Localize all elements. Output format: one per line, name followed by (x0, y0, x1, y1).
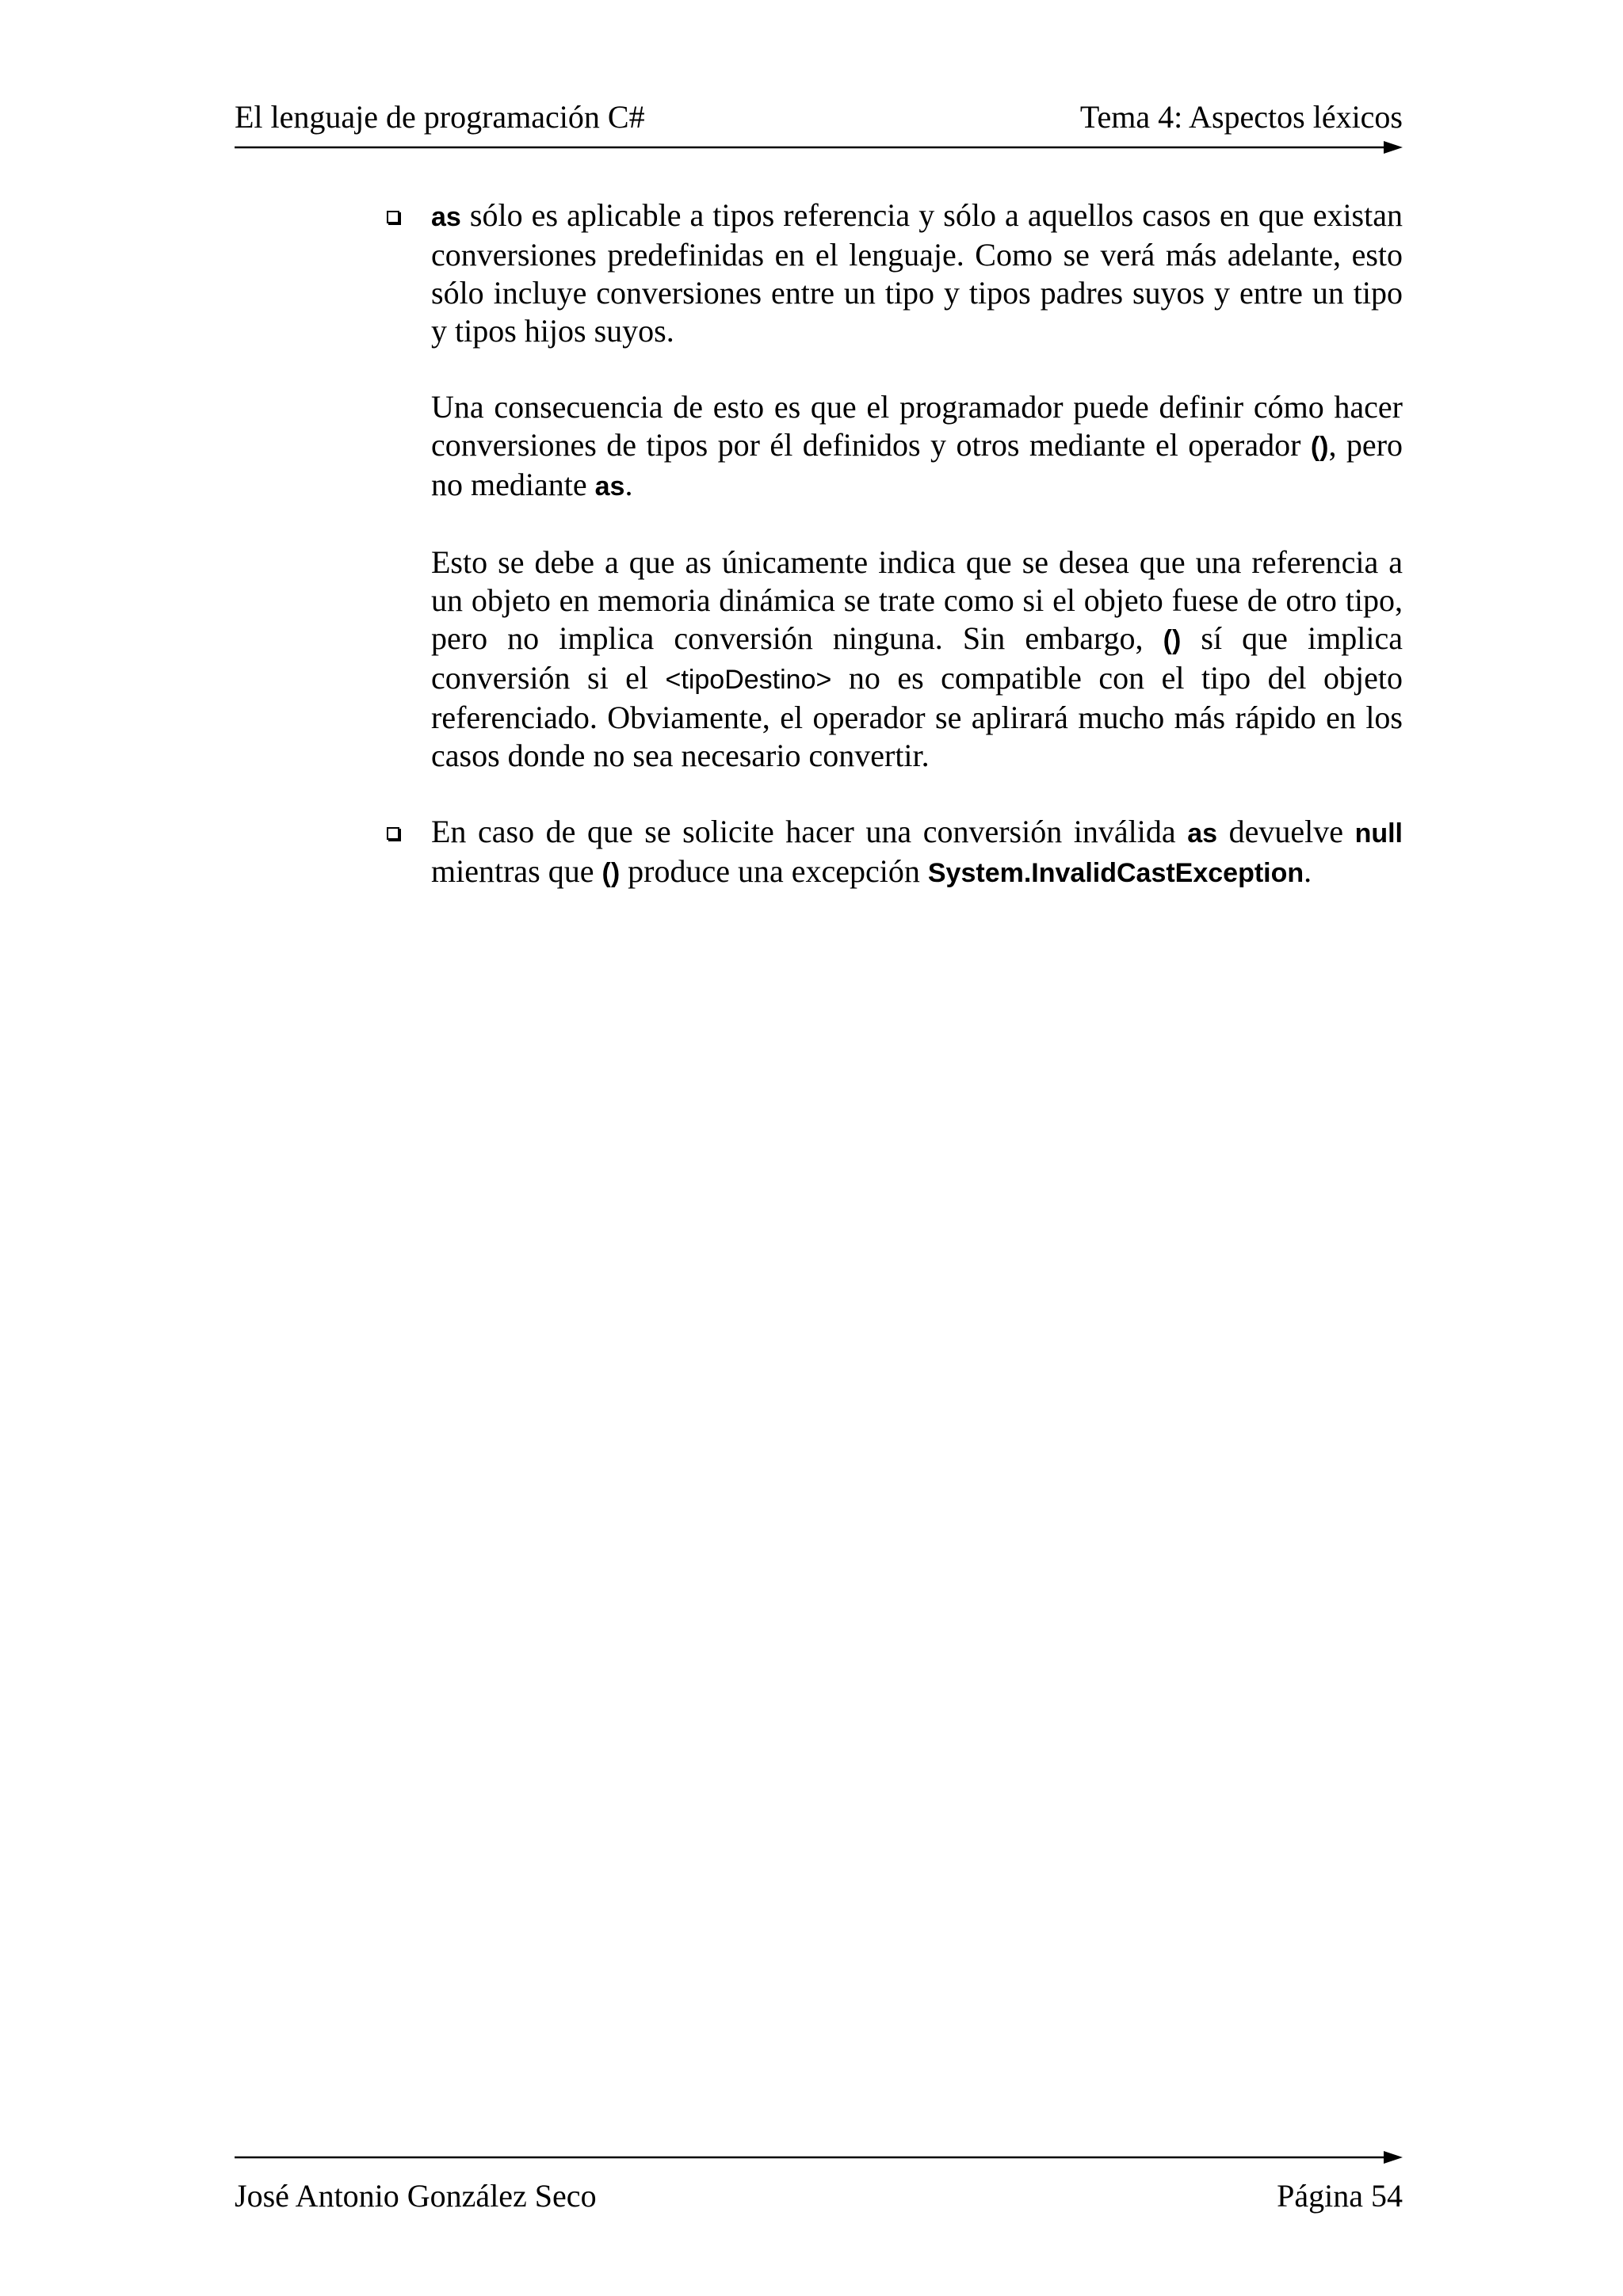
bullet-invalid-conversion (380, 813, 1403, 892)
code-keyword: () (1310, 432, 1329, 462)
header-arrow-rule (235, 139, 1403, 155)
paragraph-consequence (380, 388, 1403, 505)
code-exception-name: System.InvalidCastException (927, 858, 1304, 888)
code-keyword: () (601, 858, 621, 888)
footer-author: José Antonio González Seco (235, 2178, 597, 2214)
code-keyword: as (594, 471, 625, 502)
page-content (380, 196, 1403, 892)
paragraph-text: no es compatible con el tipo del objeto referenciado. Obviamente, el operador se aplirará mucho más rápido en los casos donde no sea necesario convertir. (431, 660, 1403, 773)
footer-arrow-rule (235, 2149, 1403, 2165)
bullet-text: En caso de que se solicite hacer una conversión inválida (431, 814, 1188, 849)
checkbox-bullet-icon (387, 211, 399, 223)
bullet-text: . (1304, 853, 1312, 889)
code-placeholder: <tipoDestino> (665, 665, 832, 695)
checkbox-bullet-icon (387, 827, 399, 840)
code-keyword: null (1354, 818, 1403, 849)
bullet-as-applicability (380, 196, 1403, 350)
page-header (235, 98, 1403, 136)
code-keyword: as (1187, 818, 1218, 849)
bullet-text: sólo es aplicable a tipos referencia y sólo a aquellos casos en que existan conversiones predefinidas en el lenguaje. Como se verá más adelante, esto sólo incluye conversiones entre un tipo y tipos padres suyos y entre un tipo y tipos hijos suyos. (431, 197, 1403, 349)
paragraph-text: . (624, 467, 633, 502)
bullet-text: produce una excepción (620, 853, 928, 889)
paragraph-text: , pero no mediante (431, 427, 1403, 502)
header-book-title: El lenguaje de programación C# (235, 99, 645, 135)
code-keyword: () (1163, 625, 1182, 655)
code-keyword: as (431, 202, 461, 232)
page-footer (235, 2177, 1403, 2215)
paragraph-text: Esto se debe a que as únicamente indica que se desea que una referencia a un objeto en memoria dinámica se trate como si el objeto fuese de otro tipo, pero no implica conversión ninguna. Sin embargo, (431, 544, 1403, 656)
paragraph-text: Una consecuencia de esto es que el programador puede definir cómo hacer conversiones de tipos por él definidos y otros mediante el operador (431, 389, 1403, 463)
bullet-text: devuelve (1217, 814, 1355, 849)
paragraph-text: sí que implica conversión si el (431, 620, 1403, 696)
paragraph-explanation (380, 543, 1403, 775)
header-chapter-title: Tema 4: Aspectos léxicos (1079, 99, 1403, 135)
footer-page-number: Página 54 (1277, 2178, 1403, 2214)
bullet-text: mientras que (431, 853, 602, 889)
